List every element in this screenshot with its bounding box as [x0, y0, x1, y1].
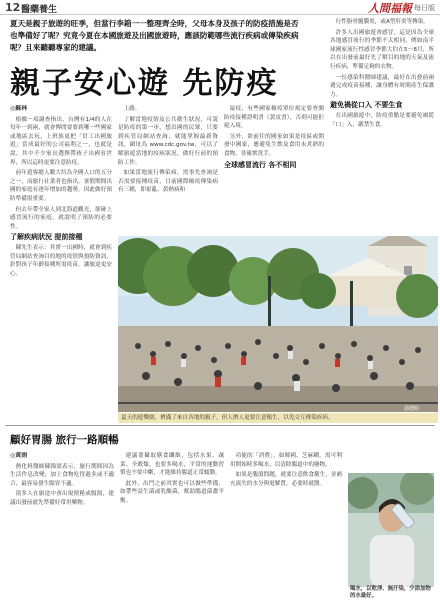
page-number: 12: [5, 1, 21, 14]
article2-column-1: [10, 452, 114, 604]
paragraph: 此外，出門之前其實也可以做些準備，如帶些益生菌或乳酸菌，幫助腸道菌叢平衡。: [120, 480, 224, 504]
paragraph: 前年遊客總人數大約為全國人口的五分之一，而旅行社業者也指出，暑假期間出國的家庭有逐年增加的趨勢，因此做好預防準備很重要。: [10, 170, 112, 202]
photo-credit: 郭德明: [404, 406, 420, 412]
section-title: 醫藥養生: [21, 5, 58, 15]
paragraph: 一位感染科醫師建議，最好在出發前兩週完成疫苗接種，讓身體有時間產生保護力。: [330, 74, 434, 98]
subheading: 了解疾病狀況 提前接種: [10, 233, 83, 242]
article1-column-1: [10, 105, 112, 421]
article1-column-4: [330, 18, 434, 233]
paragraph: 如果是腹瀉問題，就要注意飲食衛生，並補充流失的水分與電解質，必要時就醫。: [230, 472, 342, 487]
article1-column-2: [118, 105, 218, 233]
article2-column-2: [120, 452, 224, 604]
article1-column-3: [224, 105, 324, 233]
publication-edition: 每日版: [414, 4, 435, 12]
paragraph: 很多人在旅途中會出現便秘或腹瀉，建議出發前就先準備好常用藥物。: [10, 491, 114, 506]
paragraph: 另外，欲前往的國家如果是疫區或開發中國家，應避免生飲及食用未煮熟的食物，並確實洗手。: [224, 133, 324, 157]
subheading: 避免禍從口入 不要生食: [330, 101, 403, 110]
article-lead: 夏天是親子旅遊的旺季，但當行李箱一一整理齊全時，父母本身及孩子的防疫措施是否也準備好了呢？究竟今夏在本國旅遊及出國旅遊時，應該防範哪些流行疾病或傳染疾病呢？且來聽聽專家的建議。: [10, 19, 299, 52]
section-divider: [5, 425, 435, 426]
photo-caption: 喝水，以乾淨、無汙染，少添加物的水最好。: [350, 586, 431, 599]
publication-logo: 人間福報: [368, 2, 412, 15]
page-header: [0, 0, 440, 15]
paragraph: 鼠疫，有些國家檢疫單位規定要查閱防疫接種證明書（黃皮書），否則可能拒絕入境。: [224, 106, 324, 130]
paragraph: 行性脂骨髓膜炎，或A型肝炎等傳染。: [335, 19, 429, 25]
paragraph: 建議要攝取膳食纖維，包括水果、蔬菜、全穀類，也要多喝水，平常的運動習慣也不要中斷，才能維持腸道正常蠕動。: [120, 453, 224, 477]
paragraph: 根據一項調查指出，台灣有1/4的人在每年一到兩，就會傳問要要到哪一些國家或地區去玩，上班族更把「員工出國旅遊」當成最好的公司福利之一，也就是說，其中不少家長選擇帶孩子出國看世界，所以這時更要注意防疫。: [10, 116, 112, 166]
photo-caption: 夏天的遊樂園，擠滿了來自各地的親子，但人擠人更要注意衛生，以免交互傳染疾病。: [118, 413, 438, 423]
paragraph: 熱化料醫師陳錦榮表示，旅行期間因為生活作息改變，加上食物吃得過多或不適合，最容易發生腸胃不適。: [10, 463, 114, 487]
subheading: 全球感冒流行 各不相同: [224, 160, 297, 169]
article2-column-3: [230, 452, 342, 604]
article1-byline: ◎蘇林: [10, 105, 28, 112]
paragraph: 上路。: [123, 106, 141, 112]
article-title: 親子安心遊 先防疫: [10, 66, 279, 101]
paragraph: 在出國旅遊中，防疫重點是要避免禍從「口」入，嚴禁生食。: [330, 112, 434, 128]
paragraph: 陳先生表示：其實一出國時，就會到疾管局網站查詢目的地的疫情與預防資訊，針對孩子年齡接種所需疫苗，讓旅途更安心。: [10, 244, 112, 277]
article2-title: 顧好胃腸 旅行一路順暢: [10, 434, 119, 446]
article2-byline: ◎黃娟: [10, 452, 28, 459]
paragraph: 許多人出國旅遊會感冒，這是因為全球各地感冒流行的季節不太相同，例如南半球國家流行性感冒季節大約在5～8月，所以在出發前最好先了解目的地的天氣及流行疾病，準備足夠的衣物。: [330, 29, 434, 70]
drinking-water-photo: [348, 473, 434, 587]
paragraph: 功能的「消費」，如韓國、芝麻糊，需可利用開始時多喝水，以清除腸道中的廢物。: [230, 453, 342, 468]
paragraph: 如果當地流行傳染病，需事先查詢是否需要接種疫苗，目前國際檢疫傳染病有三種，即霍亂、黃熱病和: [118, 170, 218, 194]
amusement-park-photo: [118, 236, 438, 412]
paragraph: 了解當地疫情及公共衛生狀況，可說是防疫的第一步，想出國的民眾，只要到疾管局網站查詢，就能掌握最新資訊，網址為 www.cdc.gov.tw，可以了解旅遊當地的疫病狀況，做好行前的預防工作。: [118, 116, 218, 166]
paragraph: 但去年帶全家人到北海道觀光，卻碰上感冒流行的家庭，就說明了預防的必要性。: [10, 206, 112, 230]
